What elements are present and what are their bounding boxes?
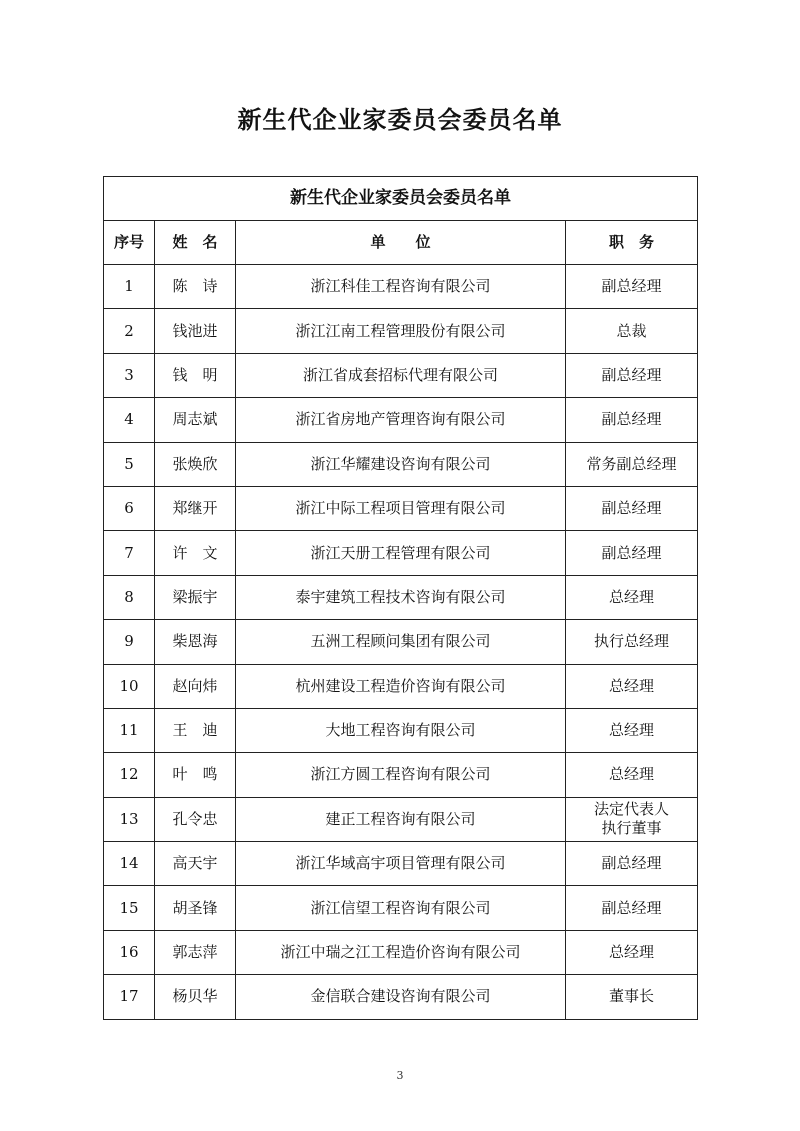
- table-row: [104, 531, 698, 575]
- table-row: [104, 797, 698, 841]
- position-line: 总经理: [608, 587, 654, 606]
- table-row: [104, 930, 698, 974]
- member-name: 梁振宇: [155, 575, 236, 619]
- row-number: 4: [104, 398, 155, 442]
- position-line: 常务副总经理: [586, 454, 677, 473]
- member-position: [566, 886, 698, 930]
- row-number: 16: [104, 930, 155, 974]
- member-position: [566, 842, 698, 886]
- member-position: [566, 309, 698, 353]
- member-name: 钱池进: [155, 309, 236, 353]
- position-line: 副总经理: [601, 365, 662, 384]
- row-number: 14: [104, 842, 155, 886]
- company-name: 浙江信望工程咨询有限公司: [236, 886, 566, 930]
- position-line: 副总经理: [601, 499, 662, 518]
- header-name: 姓 名: [155, 221, 236, 265]
- member-name: 周志斌: [155, 398, 236, 442]
- member-position: [566, 930, 698, 974]
- company-name: 浙江华耀建设咨询有限公司: [236, 442, 566, 486]
- member-table: [103, 176, 698, 1020]
- header-company: 单 位: [236, 221, 566, 265]
- company-name: 金信联合建设咨询有限公司: [236, 975, 566, 1019]
- position-line: 总经理: [608, 765, 654, 784]
- position-line: 副总经理: [601, 410, 662, 429]
- position-line: 总裁: [616, 321, 647, 340]
- row-number: 6: [104, 486, 155, 530]
- row-number: 10: [104, 664, 155, 708]
- member-position: [566, 753, 698, 797]
- table-title-row: [104, 177, 698, 221]
- company-name: 浙江江南工程管理股份有限公司: [236, 309, 566, 353]
- member-position: [566, 486, 698, 530]
- company-name: 浙江科佳工程咨询有限公司: [236, 265, 566, 309]
- row-number: 17: [104, 975, 155, 1019]
- company-name: 杭州建设工程造价咨询有限公司: [236, 664, 566, 708]
- member-position: [566, 575, 698, 619]
- row-number: 2: [104, 309, 155, 353]
- company-name: 浙江省成套招标代理有限公司: [236, 353, 566, 397]
- member-name: 柴恩海: [155, 620, 236, 664]
- table-row: [104, 265, 698, 309]
- member-name: 许 文: [155, 531, 236, 575]
- row-number: 13: [104, 797, 155, 841]
- row-number: 15: [104, 886, 155, 930]
- member-name: 张焕欣: [155, 442, 236, 486]
- member-name: 孔令忠: [155, 797, 236, 841]
- table-row: [104, 486, 698, 530]
- table-row: [104, 620, 698, 664]
- row-number: 3: [104, 353, 155, 397]
- table-row: [104, 309, 698, 353]
- table-row: [104, 842, 698, 886]
- company-name: 大地工程咨询有限公司: [236, 708, 566, 752]
- row-number: 1: [104, 265, 155, 309]
- position-line: 副总经理: [601, 854, 662, 873]
- table-row: [104, 753, 698, 797]
- position-line: 法定代表人: [593, 800, 669, 819]
- table-row: [104, 575, 698, 619]
- position-line: 执行董事: [601, 819, 662, 838]
- table-body: [104, 265, 698, 1020]
- company-name: 浙江天册工程管理有限公司: [236, 531, 566, 575]
- header-no: 序号: [104, 221, 155, 265]
- member-name: 郑继开: [155, 486, 236, 530]
- member-name: 赵向炜: [155, 664, 236, 708]
- position-line: 总经理: [608, 676, 654, 695]
- table-header-row: [104, 221, 698, 265]
- position-line: 总经理: [608, 943, 654, 962]
- member-name: 钱 明: [155, 353, 236, 397]
- company-name: 泰宇建筑工程技术咨询有限公司: [236, 575, 566, 619]
- member-position: [566, 442, 698, 486]
- member-name: 郭志萍: [155, 930, 236, 974]
- member-position: [566, 664, 698, 708]
- position-line: 副总经理: [601, 898, 662, 917]
- member-name: 王 迪: [155, 708, 236, 752]
- member-position: [566, 265, 698, 309]
- member-position: [566, 620, 698, 664]
- company-name: 浙江省房地产管理咨询有限公司: [236, 398, 566, 442]
- member-name: 高天宇: [155, 842, 236, 886]
- position-line: 副总经理: [601, 277, 662, 296]
- company-name: 五洲工程顾问集团有限公司: [236, 620, 566, 664]
- table-row: [104, 708, 698, 752]
- position-line: 董事长: [608, 987, 654, 1006]
- member-position: [566, 975, 698, 1019]
- member-position: [566, 353, 698, 397]
- company-name: 浙江华域高宇项目管理有限公司: [236, 842, 566, 886]
- row-number: 11: [104, 708, 155, 752]
- member-name: 陈 诗: [155, 265, 236, 309]
- table-row: [104, 353, 698, 397]
- position-line: 执行总经理: [593, 632, 669, 651]
- row-number: 12: [104, 753, 155, 797]
- table-row: [104, 664, 698, 708]
- header-position: 职 务: [566, 221, 698, 265]
- company-name: 建正工程咨询有限公司: [236, 797, 566, 841]
- row-number: 8: [104, 575, 155, 619]
- table-caption: 新生代企业家委员会委员名单: [104, 177, 698, 221]
- row-number: 7: [104, 531, 155, 575]
- member-position: [566, 708, 698, 752]
- member-position: [566, 398, 698, 442]
- table-row: [104, 398, 698, 442]
- row-number: 9: [104, 620, 155, 664]
- company-name: 浙江方圆工程咨询有限公司: [236, 753, 566, 797]
- position-line: 副总经理: [601, 543, 662, 562]
- member-name: 胡圣锋: [155, 886, 236, 930]
- company-name: 浙江中瑞之江工程造价咨询有限公司: [236, 930, 566, 974]
- table-row: [104, 975, 698, 1019]
- company-name: 浙江中际工程项目管理有限公司: [236, 486, 566, 530]
- page-number: 3: [396, 1069, 404, 1082]
- member-name: 叶 鸣: [155, 753, 236, 797]
- row-number: 5: [104, 442, 155, 486]
- member-position: [566, 531, 698, 575]
- member-name: 杨贝华: [155, 975, 236, 1019]
- table-row: [104, 886, 698, 930]
- page-title: 新生代企业家委员会委员名单: [237, 106, 563, 134]
- member-position: [566, 797, 698, 841]
- table-row: [104, 442, 698, 486]
- position-line: 总经理: [608, 721, 654, 740]
